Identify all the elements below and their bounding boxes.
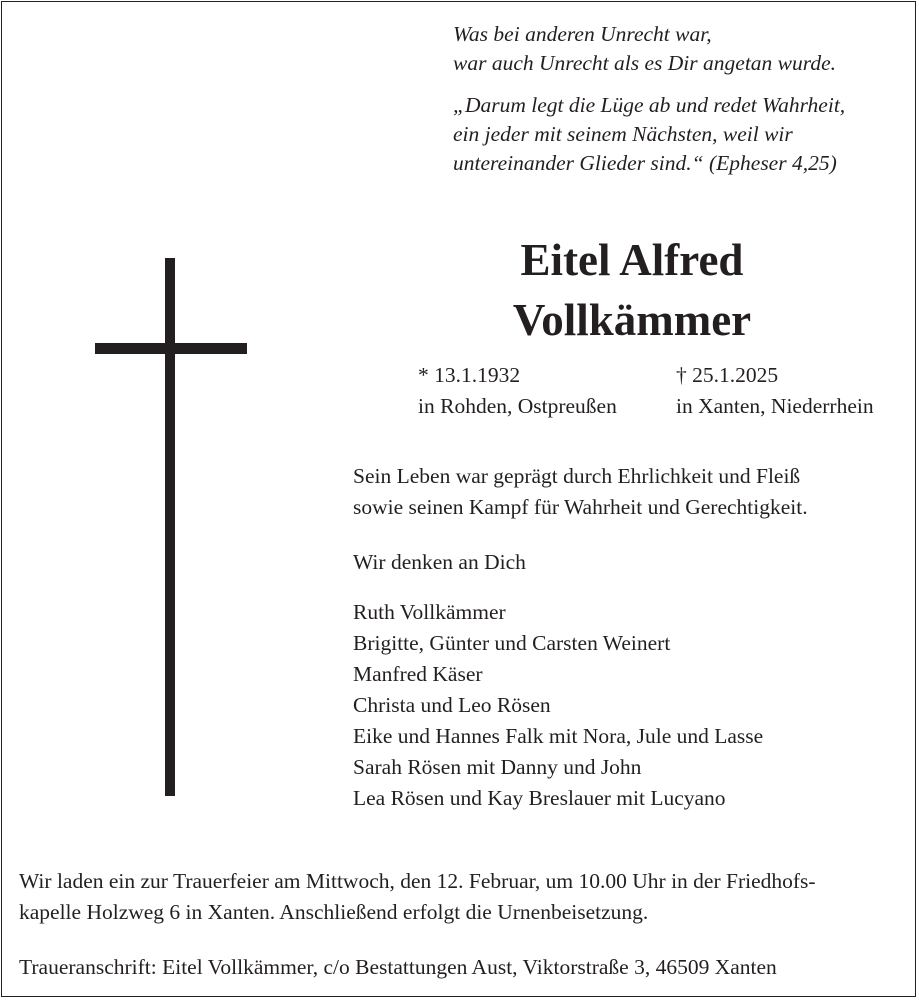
quote-block-1 [453,20,836,78]
deceased-surname: Vollkämmer [512,295,752,345]
mourner-name: Manfred Käser [353,662,483,686]
quote-block-2 [453,91,845,178]
remembrance-line: Wir denken an Dich [353,550,526,574]
quote-line: „Darum legt die Lüge ab und redet Wahrheit, [453,93,846,117]
birth-date: * 13.1.1932 [418,363,521,387]
mourner-name: Lea Rösen und Kay Breslauer mit Lucyano [353,786,726,810]
tribute-line: Sein Leben war geprägt durch Ehrlichkeit und Fleiß [353,464,801,488]
death-info [676,360,874,422]
death-date: † 25.1.2025 [676,363,779,387]
cross-icon [165,258,175,796]
mourning-address: Traueranschrift: Eitel Vollkämmer, c/o Bestattungen Aust, Viktorstraße 3, 46509 Xanten [19,955,777,979]
mourner-name: Brigitte, Günter und Carsten Weinert [353,631,671,655]
tribute-line: sowie seinen Kampf für Wahrheit und Gerechtigkeit. [353,495,808,519]
mourner-name: Eike und Hannes Falk mit Nora, Jule und Lasse [353,724,764,748]
cross-icon-crossbar [95,343,247,354]
birth-place: in Rohden, Ostpreußen [418,394,617,418]
quote-line: Was bei anderen Unrecht war, [453,22,712,46]
quote-line: war auch Unrecht als es Dir angetan wurde. [453,51,836,75]
mourner-name: Sarah Rösen mit Danny und John [353,755,642,779]
birth-info [418,360,617,422]
deceased-first-names: Eitel Alfred [520,235,744,285]
quote-line: untereinander Glieder sind.“ (Epheser 4,25) [453,151,837,175]
death-place: in Xanten, Niederrhein [676,394,874,418]
mourner-name: Christa und Leo Rösen [353,693,551,717]
mourner-name: Ruth Vollkämmer [353,600,506,624]
ceremony-line: kapelle Holzweg 6 in Xanten. Anschließend erfolgt die Urnenbeisetzung. [19,900,649,924]
quote-line: ein jeder mit seinem Nächsten, weil wir [453,122,793,146]
ceremony-line: Wir laden ein zur Trauerfeier am Mittwoch, den 12. Februar, um 10.00 Uhr in der Friedhofs- [19,869,816,893]
